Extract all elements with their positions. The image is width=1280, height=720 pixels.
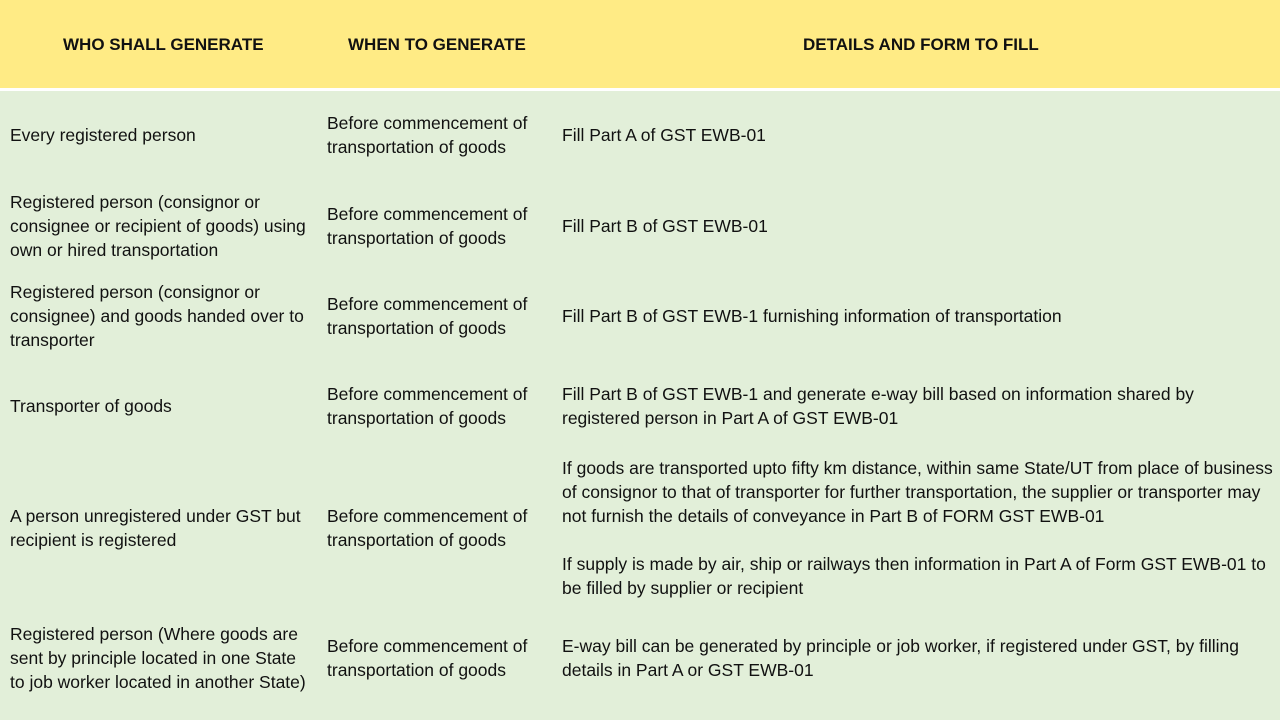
header-details: DETAILS AND FORM TO FILL [803,35,1039,54]
cell-when: Before commencement of transportation of goods [327,293,528,338]
table-row [0,368,1280,443]
cell-details: Fill Part B of GST EWB-1 furnishing information of transportation [562,305,1062,326]
cell-when: Before commencement of transportation of goods [327,113,528,157]
details-paragraph: If supply is made by air, ship or railways then information in Part A of Form GST EWB-01 to be filled by supplier or recipient [562,554,1266,598]
header-when: WHEN TO GENERATE [348,35,526,54]
cell-who: Every registered person [10,125,196,145]
cell-details: Fill Part B of GST EWB-1 and generate e-way bill based on information shared by registered person in Part A of GST EWB-01 [562,383,1194,428]
cell-who: A person unregistered under GST but recipient is registered [10,506,301,550]
table-row [0,454,1280,602]
cell-details: E-way bill can be generated by principle or job worker, if registered under GST, by filling details in Part A or GST EWB-01 [562,636,1240,680]
table-row [0,608,1280,708]
details-paragraph: If goods are transported upto fifty km distance, within same State/UT from place of business of consignor to that of transporter for further transportation, the supplier or transporter may not furnish the details of conveyance in Part B of FORM GST EWB-01 [562,458,1273,526]
table-row [0,102,1280,168]
table-row [0,188,1280,263]
table-header [0,0,1280,91]
table-row [0,278,1280,353]
cell-when: Before commencement of transportation of goods [327,383,528,428]
header-who: WHO SHALL GENERATE [63,35,264,54]
cell-details: Fill Part A of GST EWB-01 [562,125,766,145]
cell-when: Before commencement of transportation of goods [327,636,528,680]
cell-who: Registered person (consignor or consignee) and goods handed over to transporter [10,281,304,350]
cell-details: Fill Part B of GST EWB-01 [562,215,768,236]
cell-who: Registered person (consignor or consignee or recipient of goods) using own or hired transportation [10,191,306,260]
cell-when: Before commencement of transportation of goods [327,506,528,550]
cell-who: Transporter of goods [10,395,172,416]
cell-when: Before commencement of transportation of goods [327,203,528,248]
cell-details [562,454,1274,602]
cell-who: Registered person (Where goods are sent by principle located in one State to job worker located in another State) [10,624,306,692]
